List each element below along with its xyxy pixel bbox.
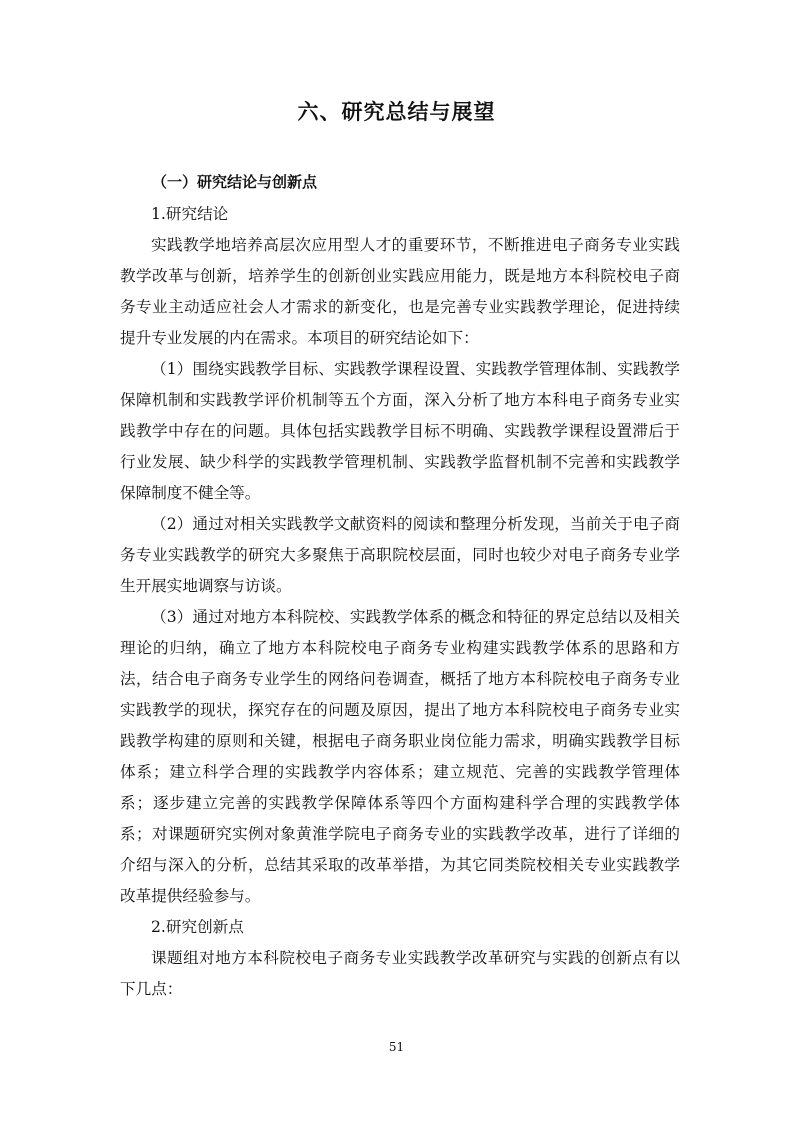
paragraph-point-1: （1）围绕实践教学目标、实践教学课程设置、实践教学管理体制、实践教学保障机制和实践教学评价机制等五个方面，深入分析了地方本科电子商务专业实践教学中存在的问题。具体包括实践教学目标不明确、实践教学课程设置滞后于行业发展、缺少科学的实践教学管理机制、实践教学监督机制不完善和实践教学保障制度不健全等。 <box>120 360 680 502</box>
section-title: （一）研究结论与创新点 <box>152 173 318 191</box>
body-text <box>120 199 680 1005</box>
paragraph-innovation-intro: 课题组对地方本科院校电子商务专业实践教学改革研究与实践的创新点有以下几点： <box>120 949 680 998</box>
chapter-title: 六、研究总结与展望 <box>297 100 496 124</box>
page-number: 51 <box>388 1040 405 1054</box>
subsection-title-conclusions: 1.研究结论 <box>151 205 229 223</box>
paragraph-point-3: （3）通过对地方本科院校、实践教学体系的概念和特征的界定总结以及相关理论的归纳，确立了地方本科院校电子商务专业构建实践教学体系的思路和方法，结合电子商务专业学生的网络问卷调查，概括了地方本科院校电子商务专业实践教学的现状，探究存在的问题及原因，提出了地方本科院校电子商务专业实践教学构建的原则和关键，根据电子商务职业岗位能力需求，明确实践教学目标体系；建立科学合理的实践教学内容体系；建立规范、完善的实践教学管理体系；逐步建立完善的实践教学保障体系等四个方面构建科学合理的实践教学体系；对课题研究实例对象黄淮学院电子商务专业的实践教学改革，进行了详细的介绍与深入的分析，总结其采取的改革举措，为其它同类院校相关专业实践教学改革提供经验参与。 <box>120 608 680 905</box>
paragraph-point-2: （2）通过对相关实践教学文献资料的阅读和整理分析发现，当前关于电子商务专业实践教学的研究大多聚焦于高职院校层面，同时也较少对电子商务专业学生开展实地调察与访谈。 <box>120 515 680 595</box>
paragraph-intro: 实践教学地培养高层次应用型人才的重要环节，不断推进电子商务专业实践教学改革与创新，培养学生的创新创业实践应用能力，既是地方本科院校电子商务专业主动适应社会人才需求的新变化，也是完善专业实践教学理论，促进持续提升专业发展的内在需求。本项目的研究结论如下： <box>120 236 680 347</box>
subsection-title-innovations: 2.研究创新点 <box>151 918 244 936</box>
